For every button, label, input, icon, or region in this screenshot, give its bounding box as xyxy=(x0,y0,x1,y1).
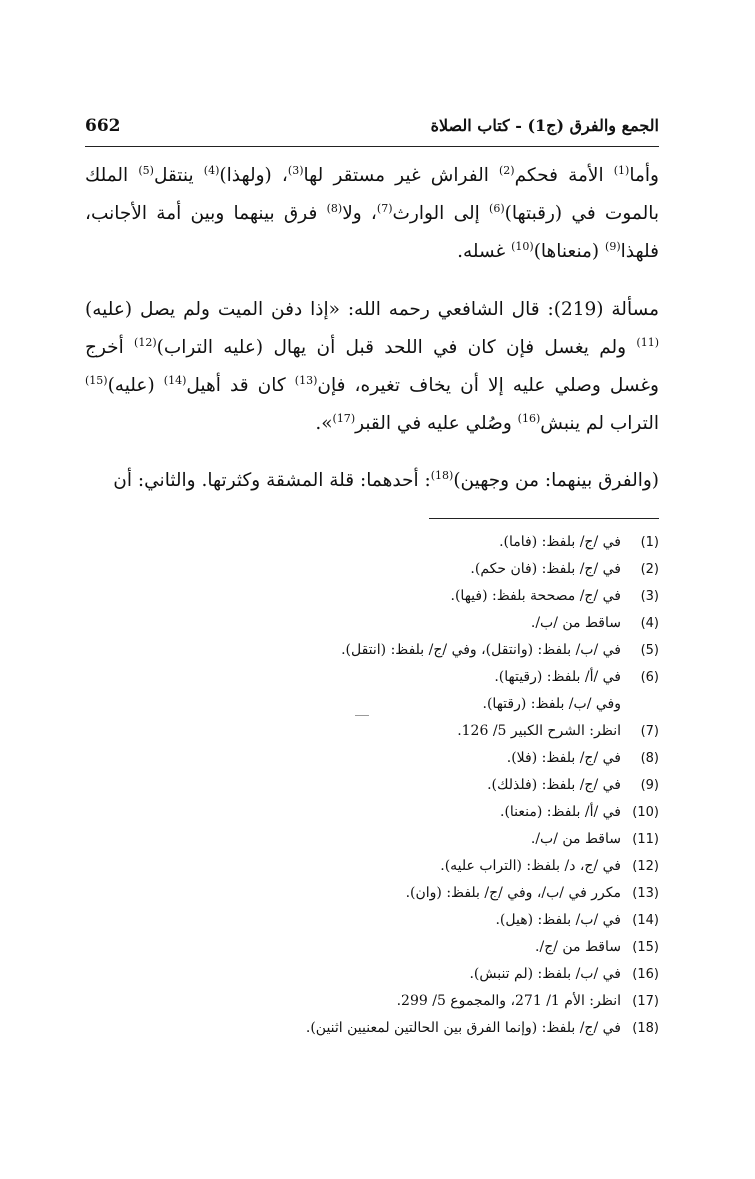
text-segment: غسله. xyxy=(457,241,512,262)
footnote-divider xyxy=(429,518,659,519)
text-segment: كان قد أهيل xyxy=(186,375,295,396)
text-segment: الأمة فحكم xyxy=(514,165,614,186)
footnote xyxy=(85,880,659,907)
footnote-ref: (8) xyxy=(326,201,343,215)
text-segment: الملك بالموت في (رقبتها) xyxy=(85,165,660,224)
footnote xyxy=(85,1015,659,1042)
footnote-text: في /ب/ بلفظ: (لم تنبش). xyxy=(469,966,621,982)
footnote xyxy=(85,610,659,637)
footnote-number: (6) xyxy=(640,670,659,685)
footnote-text: ساقط من /ب/. xyxy=(530,615,621,631)
book-page xyxy=(85,110,659,1042)
footnote-text: في /أ/ بلفظ: (رقيتها). xyxy=(494,669,621,685)
footnote xyxy=(85,691,659,718)
footnote-ref: (4) xyxy=(203,163,220,177)
footnote xyxy=(85,934,659,961)
footnote-ref: (17) xyxy=(332,411,356,425)
footnote xyxy=(85,961,659,988)
footnote-number: (2) xyxy=(640,562,659,577)
footnote-ref: (13) xyxy=(294,373,318,387)
footnote-ref: (15) xyxy=(85,373,108,387)
text-segment: إلى الوارث xyxy=(392,203,490,224)
text-segment: (منعناها) xyxy=(533,241,606,262)
footnote xyxy=(85,853,659,880)
text-segment: ، ولا xyxy=(342,203,377,224)
footnote-number: (17) xyxy=(632,994,659,1009)
footnote xyxy=(85,799,659,826)
footnote-number: (16) xyxy=(632,967,659,982)
footnote-number: (1) xyxy=(640,535,659,550)
stray-mark xyxy=(355,715,369,716)
footnote xyxy=(85,529,659,556)
footnote-number: (3) xyxy=(640,589,659,604)
text-segment: وصُلي عليه في القبر xyxy=(355,413,518,434)
footnote-number: (12) xyxy=(632,859,659,874)
text-segment: : أحدهما: قلة المشقة وكثرتها. والثاني: أن xyxy=(113,469,431,491)
footnote-ref: (11) xyxy=(636,335,659,349)
footnote-number: (8) xyxy=(640,751,659,766)
page-number: 662 xyxy=(85,116,121,136)
text-segment: (عليه) xyxy=(107,375,164,396)
text-segment: أخرج وغسل وصلي عليه إلا أن يخاف تغيره، فإن xyxy=(85,337,659,396)
footnote-number: (5) xyxy=(640,643,659,658)
footnote-number: (4) xyxy=(640,616,659,631)
running-title: الجمع والفرق (ج1) - كتاب الصلاة xyxy=(430,116,659,135)
footnote-text: في /ج/ بلفظ: (فان حكم). xyxy=(470,561,621,577)
text-segment: ». xyxy=(315,413,333,434)
footnote-text: وفي /ب/ بلفظ: (رقتها). xyxy=(482,696,621,712)
footnote-number: (9) xyxy=(640,778,659,793)
footnote-number: (11) xyxy=(632,832,659,847)
footnote-ref: (14) xyxy=(163,373,187,387)
text-segment: ، (ولهذا) xyxy=(219,165,288,186)
footnote-text: في /ج/ بلفظ: (فلذلك). xyxy=(487,777,621,793)
footnote-number: (15) xyxy=(632,940,659,955)
footnote-text: في /ب/ بلفظ: (وانتقل)، وفي /ج/ بلفظ: (انتقل). xyxy=(341,642,621,658)
footnote xyxy=(85,637,659,664)
text-segment: فرق بينهما وبين أمة الأجانب، فلهذا xyxy=(85,203,659,262)
footnote xyxy=(85,826,659,853)
text-segment: ولم يغسل فإن كان في اللحد قبل أن يهال (عليه التراب) xyxy=(156,337,637,358)
footnote-text: ساقط من /ب/. xyxy=(530,831,621,847)
footnote-text: في /ج/ بلفظ: (وإنما الفرق بين الحالتين لمعنيين اثنين). xyxy=(305,1020,621,1036)
footnote-ref: (1) xyxy=(613,163,630,177)
footnote-ref: (18) xyxy=(430,468,454,482)
footnote-text: انظر: الأم 1/ 271، والمجموع 5/ 299. xyxy=(396,993,621,1009)
footnote-ref: (10) xyxy=(511,239,534,253)
footnote-ref: (2) xyxy=(499,163,515,177)
footnote xyxy=(85,988,659,1015)
footnote-text: ساقط من /ج/. xyxy=(535,939,621,955)
footnote xyxy=(85,907,659,934)
paragraph-1 xyxy=(85,157,659,271)
footnote-text: انظر: الشرح الكبير 5/ 126. xyxy=(457,723,621,739)
footnote-text: في /ج/ بلفظ: (فاما). xyxy=(499,534,621,550)
footnote-ref: (12) xyxy=(134,335,157,349)
footnote-ref: (16) xyxy=(517,411,541,425)
footnote xyxy=(85,718,659,745)
footnote-ref: (3) xyxy=(287,163,304,177)
page-header xyxy=(85,110,659,147)
text-segment: وأما xyxy=(629,165,659,186)
footnote xyxy=(85,556,659,583)
text-segment: (والفرق بينهما: من وجهين) xyxy=(453,469,659,491)
paragraph-farq xyxy=(85,462,659,500)
footnote-number: (10) xyxy=(632,805,659,820)
text-segment: مسألة (219): قال الشافعي رحمه الله: «إذا دفن الميت ولم يصل (عليه) xyxy=(85,299,659,320)
footnote xyxy=(85,772,659,799)
footnote-text: في /ج/ مصححة بلفظ: (فيها). xyxy=(450,588,621,604)
footnote-number: (13) xyxy=(632,886,659,901)
footnote-text: في /ب/ بلفظ: (هيل). xyxy=(495,912,621,928)
footnote-number: (7) xyxy=(640,724,659,739)
footnote-ref: (6) xyxy=(489,201,505,215)
text-segment: الفراش غير مستقر لها xyxy=(303,165,499,186)
footnote-number: (14) xyxy=(632,913,659,928)
footnote xyxy=(85,664,659,691)
footnote-ref: (5) xyxy=(138,163,154,177)
footnote xyxy=(85,745,659,772)
footnote xyxy=(85,583,659,610)
footnote-text: مكرر في /ب/، وفي /ج/ بلفظ: (وان). xyxy=(405,885,621,901)
footnote-text: في /ج/ بلفظ: (فلا). xyxy=(506,750,621,766)
paragraph-masala-219 xyxy=(85,291,659,443)
footnote-number: (18) xyxy=(632,1021,659,1036)
footnote-text: في /أ/ بلفظ: (منعنا). xyxy=(500,804,621,820)
footnotes xyxy=(85,529,659,1042)
text-segment: ينتقل xyxy=(153,165,204,186)
text-segment: التراب لم ينبش xyxy=(540,413,659,434)
footnote-text: في /ج، د/ بلفظ: (التراب عليه). xyxy=(440,858,621,874)
footnote-ref: (9) xyxy=(605,239,621,253)
footnote-ref: (7) xyxy=(376,201,393,215)
